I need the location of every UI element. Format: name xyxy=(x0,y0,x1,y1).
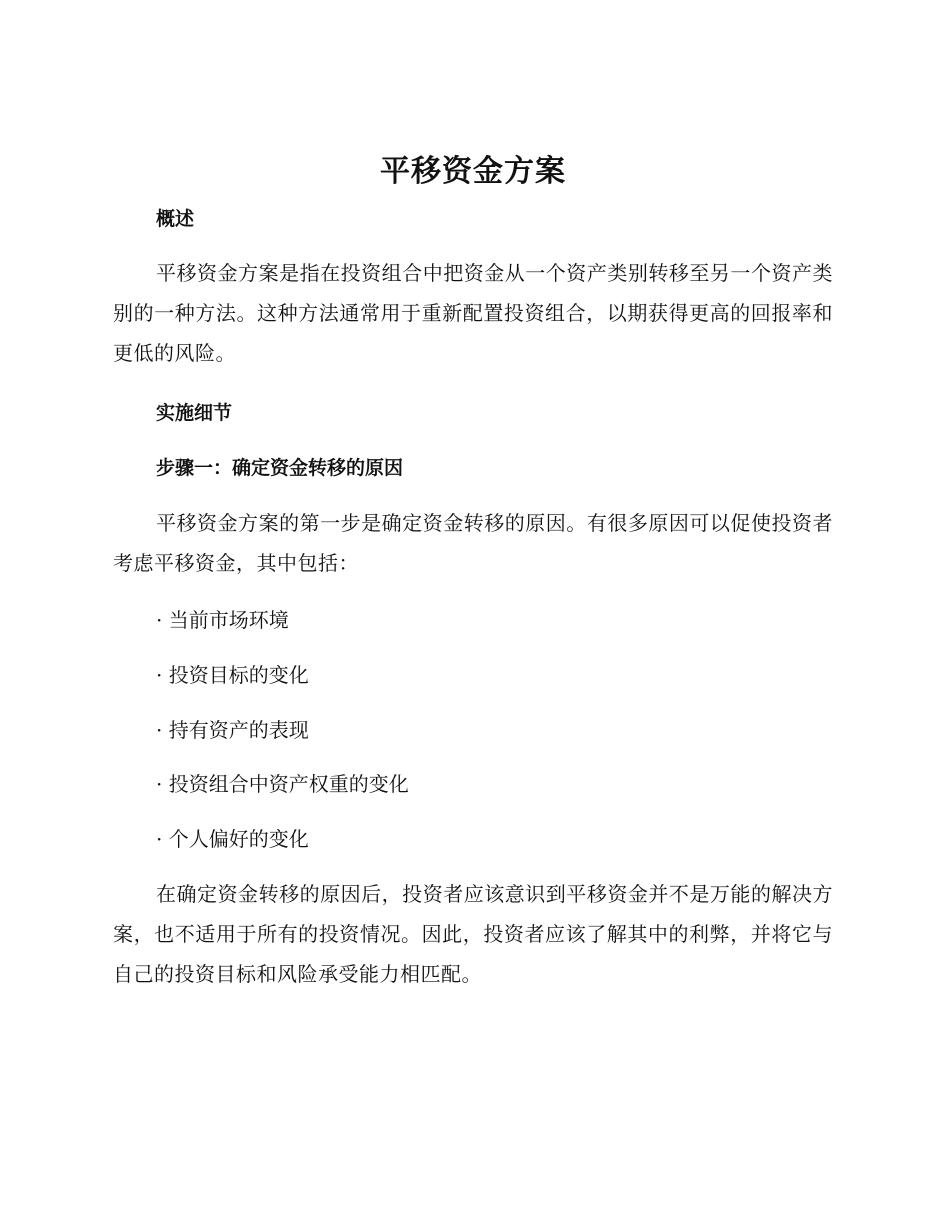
details-heading: 实施细节 xyxy=(156,402,233,424)
closing-paragraph: 在确定资金转移的原因后，投资者应该意识到平移资金并不是万能的解决方案，也不适用于所有的投资情况。因此，投资者应该了解其中的利弊，并将它与自己的投资目标和风险承受能力相匹配。 xyxy=(113,882,833,986)
list-item-asset-performance: · 持有资产的表现 xyxy=(156,718,309,742)
overview-heading: 概述 xyxy=(156,208,195,230)
step1-paragraph: 平移资金方案的第一步是确定资金转移的原因。有很多原因可以促使投资者考虑平移资金，其中包括： xyxy=(113,511,833,575)
list-item-weight-change: · 投资组合中资产权重的变化 xyxy=(156,772,409,796)
overview-paragraph: 平移资金方案是指在投资组合中把资金从一个资产类别转移至另一个资产类别的一种方法。这种方法通常用于重新配置投资组合，以期获得更高的回报率和更低的风险。 xyxy=(113,261,833,365)
list-item-preference-change: · 个人偏好的变化 xyxy=(156,827,309,851)
list-item-goal-change: · 投资目标的变化 xyxy=(156,663,309,687)
list-item-market-environment: · 当前市场环境 xyxy=(156,608,289,632)
step1-heading: 步骤一：确定资金转移的原因 xyxy=(156,457,404,479)
document-title: 平移资金方案 xyxy=(380,154,566,189)
